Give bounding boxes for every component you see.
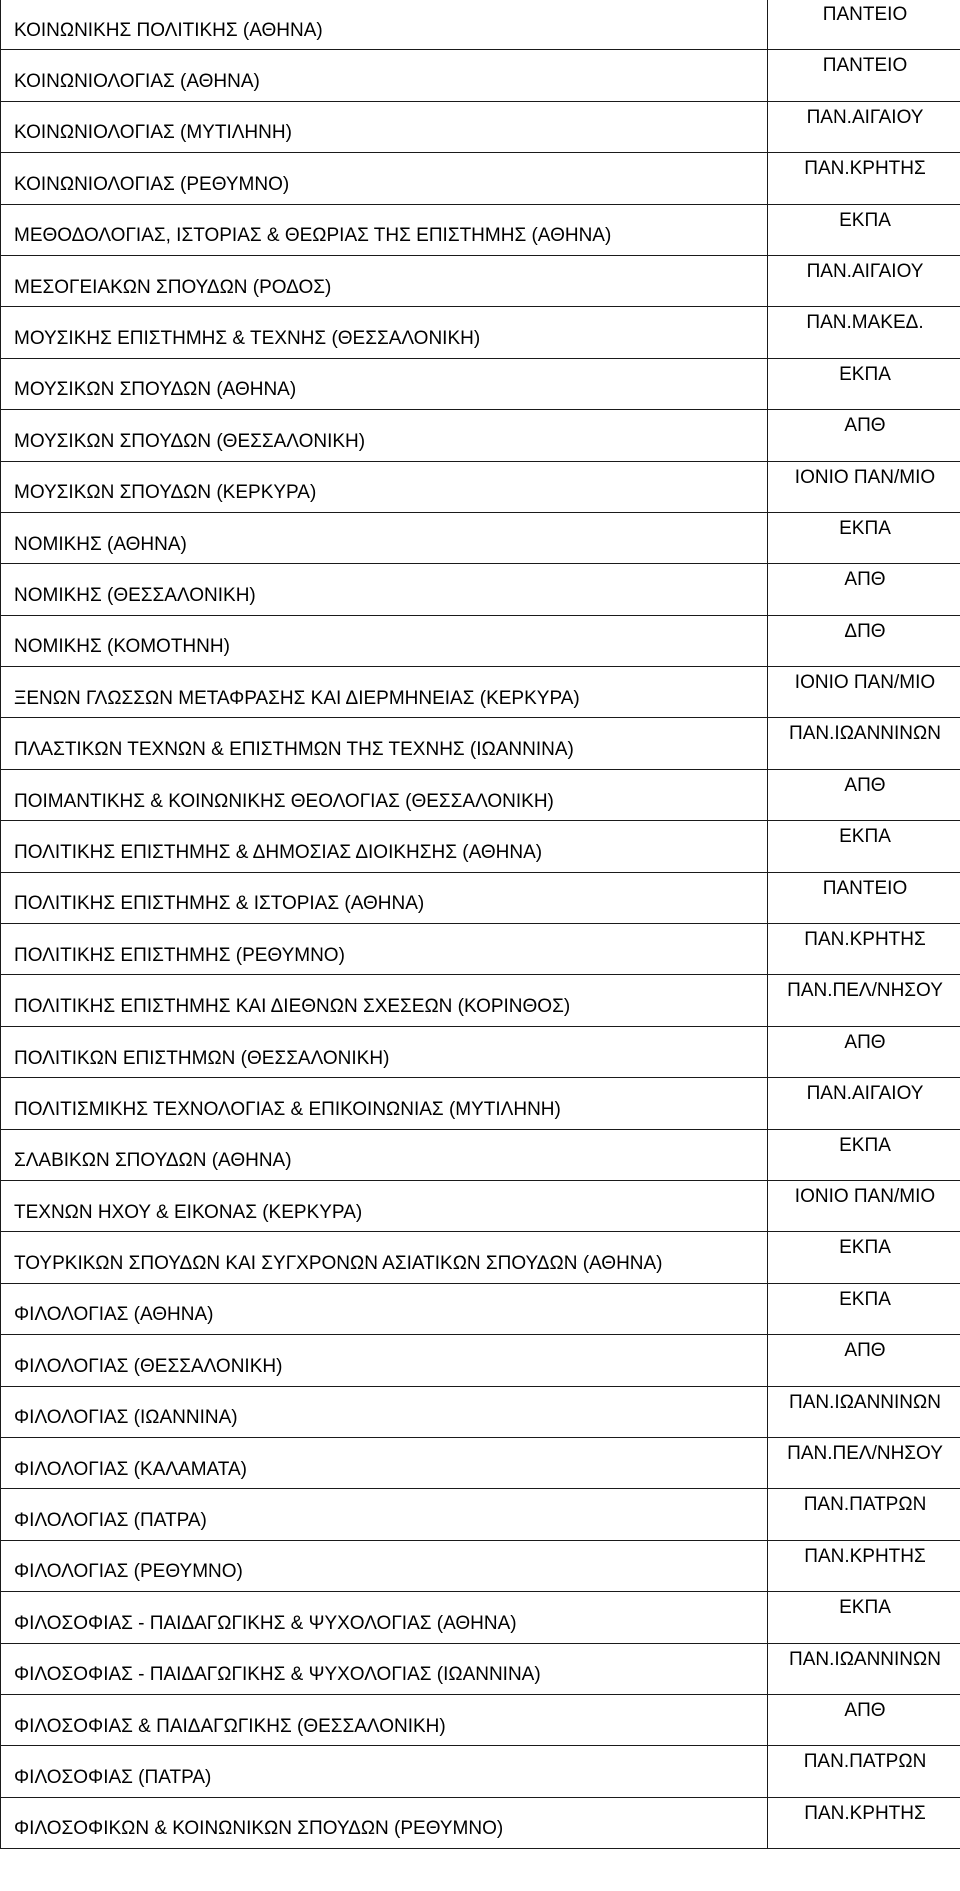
department-cell: ΠΟΛΙΤΙΚΗΣ ΕΠΙΣΤΗΜΗΣ (ΡΕΘΥΜΝΟ) [1, 924, 768, 975]
university-cell: ΑΠΘ [768, 1694, 960, 1745]
table-row [1, 1386, 960, 1437]
university-cell: ΑΠΘ [768, 1026, 960, 1077]
table-row [1, 410, 960, 461]
university-cell: ΑΠΘ [768, 410, 960, 461]
university-cell: ΑΠΘ [768, 769, 960, 820]
department-cell: ΝΟΜΙΚΗΣ (ΑΘΗΝΑ) [1, 512, 768, 563]
department-cell: ΦΙΛΟΣΟΦΙΑΣ (ΠΑΤΡΑ) [1, 1746, 768, 1797]
table-row [1, 924, 960, 975]
university-cell: ΠΑΝ.ΚΡΗΤΗΣ [768, 153, 960, 204]
table-row [1, 1694, 960, 1745]
university-cell: ΠΑΝ.ΑΙΓΑΙΟΥ [768, 1078, 960, 1129]
table-row [1, 1746, 960, 1797]
department-cell: ΜΟΥΣΙΚΩΝ ΣΠΟΥΔΩΝ (ΑΘΗΝΑ) [1, 358, 768, 409]
university-cell: ΠΑΝ.ΠΑΤΡΩΝ [768, 1489, 960, 1540]
table-row [1, 204, 960, 255]
department-cell: ΦΙΛΟΛΟΓΙΑΣ (ΡΕΘΥΜΝΟ) [1, 1540, 768, 1591]
department-cell: ΚΟΙΝΩΝΙΚΗΣ ΠΟΛΙΤΙΚΗΣ (ΑΘΗΝΑ) [1, 0, 768, 50]
department-cell: ΜΕΣΟΓΕΙΑΚΩΝ ΣΠΟΥΔΩΝ (ΡΟΔΟΣ) [1, 255, 768, 306]
university-cell: ΠΑΝΤΕΙΟ [768, 872, 960, 923]
table-row [1, 101, 960, 152]
table-row [1, 1489, 960, 1540]
university-cell: ΠΑΝ.ΙΩΑΝΝΙΝΩΝ [768, 1386, 960, 1437]
university-cell: ΠΑΝ.ΙΩΑΝΝΙΝΩΝ [768, 1643, 960, 1694]
department-cell: ΦΙΛΟΣΟΦΙΑΣ - ΠΑΙΔΑΓΩΓΙΚΗΣ & ΨΥΧΟΛΟΓΙΑΣ (ΙΩΑΝΝΙΝΑ) [1, 1643, 768, 1694]
university-cell: ΠΑΝΤΕΙΟ [768, 0, 960, 50]
table-row [1, 718, 960, 769]
departments-table-body [1, 0, 960, 1849]
department-cell: ΦΙΛΟΣΟΦΙΑΣ - ΠΑΙΔΑΓΩΓΙΚΗΣ & ΨΥΧΟΛΟΓΙΑΣ (ΑΘΗΝΑ) [1, 1592, 768, 1643]
university-cell: ΕΚΠΑ [768, 512, 960, 563]
department-cell: ΞΕΝΩΝ ΓΛΩΣΣΩΝ ΜΕΤΑΦΡΑΣΗΣ ΚΑΙ ΔΙΕΡΜΗΝΕΙΑΣ (ΚΕΡΚΥΡΑ) [1, 667, 768, 718]
table-row [1, 1026, 960, 1077]
department-cell: ΜΟΥΣΙΚΗΣ ΕΠΙΣΤΗΜΗΣ & ΤΕΧΝΗΣ (ΘΕΣΣΑΛΟΝΙΚΗ) [1, 307, 768, 358]
university-cell: ΕΚΠΑ [768, 1592, 960, 1643]
university-cell: ΕΚΠΑ [768, 204, 960, 255]
table-row [1, 1540, 960, 1591]
table-row [1, 0, 960, 50]
department-cell: ΦΙΛΟΛΟΓΙΑΣ (ΘΕΣΣΑΛΟΝΙΚΗ) [1, 1335, 768, 1386]
university-cell: ΠΑΝ.ΠΑΤΡΩΝ [768, 1746, 960, 1797]
department-cell: ΜΟΥΣΙΚΩΝ ΣΠΟΥΔΩΝ (ΚΕΡΚΥΡΑ) [1, 461, 768, 512]
department-cell: ΦΙΛΟΛΟΓΙΑΣ (ΑΘΗΝΑ) [1, 1283, 768, 1334]
university-cell: ΑΠΘ [768, 564, 960, 615]
table-row [1, 1283, 960, 1334]
department-cell: ΦΙΛΟΛΟΓΙΑΣ (ΙΩΑΝΝΙΝΑ) [1, 1386, 768, 1437]
department-cell: ΝΟΜΙΚΗΣ (ΘΕΣΣΑΛΟΝΙΚΗ) [1, 564, 768, 615]
table-row [1, 255, 960, 306]
department-cell: ΦΙΛΟΛΟΓΙΑΣ (ΚΑΛΑΜΑΤΑ) [1, 1437, 768, 1488]
department-cell: ΜΕΘΟΔΟΛΟΓΙΑΣ, ΙΣΤΟΡΙΑΣ & ΘΕΩΡΙΑΣ ΤΗΣ ΕΠΙΣΤΗΜΗΣ (ΑΘΗΝΑ) [1, 204, 768, 255]
table-row [1, 615, 960, 666]
department-cell: ΠΟΛΙΤΙΣΜΙΚΗΣ ΤΕΧΝΟΛΟΓΙΑΣ & ΕΠΙΚΟΙΝΩΝΙΑΣ (ΜΥΤΙΛΗΝΗ) [1, 1078, 768, 1129]
department-cell: ΣΛΑΒΙΚΩΝ ΣΠΟΥΔΩΝ (ΑΘΗΝΑ) [1, 1129, 768, 1180]
table-row [1, 153, 960, 204]
university-cell: ΠΑΝ.ΙΩΑΝΝΙΝΩΝ [768, 718, 960, 769]
department-cell: ΚΟΙΝΩΝΙΟΛΟΓΙΑΣ (ΡΕΘΥΜΝΟ) [1, 153, 768, 204]
table-row [1, 821, 960, 872]
university-cell: ΑΠΘ [768, 1335, 960, 1386]
university-cell: ΙΟΝΙΟ ΠΑΝ/ΜΙΟ [768, 667, 960, 718]
table-row [1, 1129, 960, 1180]
university-cell: ΠΑΝΤΕΙΟ [768, 50, 960, 101]
university-cell: ΕΚΠΑ [768, 1283, 960, 1334]
table-row [1, 1180, 960, 1231]
table-row [1, 512, 960, 563]
table-row [1, 1643, 960, 1694]
department-cell: ΚΟΙΝΩΝΙΟΛΟΓΙΑΣ (ΜΥΤΙΛΗΝΗ) [1, 101, 768, 152]
department-cell: ΦΙΛΟΣΟΦΙΚΩΝ & ΚΟΙΝΩΝΙΚΩΝ ΣΠΟΥΔΩΝ (ΡΕΘΥΜΝΟ) [1, 1797, 768, 1848]
university-cell: ΠΑΝ.ΜΑΚΕΔ. [768, 307, 960, 358]
university-cell: ΠΑΝ.ΠΕΛ/ΝΗΣΟΥ [768, 975, 960, 1026]
university-cell: ΕΚΠΑ [768, 358, 960, 409]
table-row [1, 1592, 960, 1643]
university-cell: ΕΚΠΑ [768, 1232, 960, 1283]
university-cell: ΔΠΘ [768, 615, 960, 666]
table-row [1, 1797, 960, 1848]
university-cell: ΠΑΝ.ΑΙΓΑΙΟΥ [768, 255, 960, 306]
table-row [1, 50, 960, 101]
department-cell: ΠΟΙΜΑΝΤΙΚΗΣ & ΚΟΙΝΩΝΙΚΗΣ ΘΕΟΛΟΓΙΑΣ (ΘΕΣΣΑΛΟΝΙΚΗ) [1, 769, 768, 820]
table-row [1, 461, 960, 512]
department-cell: ΦΙΛΟΛΟΓΙΑΣ (ΠΑΤΡΑ) [1, 1489, 768, 1540]
department-cell: ΠΟΛΙΤΙΚΗΣ ΕΠΙΣΤΗΜΗΣ ΚΑΙ ΔΙΕΘΝΩΝ ΣΧΕΣΕΩΝ (ΚΟΡΙΝΘΟΣ) [1, 975, 768, 1026]
department-cell: ΚΟΙΝΩΝΙΟΛΟΓΙΑΣ (ΑΘΗΝΑ) [1, 50, 768, 101]
university-cell: ΙΟΝΙΟ ΠΑΝ/ΜΙΟ [768, 1180, 960, 1231]
table-row [1, 1078, 960, 1129]
table-row [1, 769, 960, 820]
table-row [1, 564, 960, 615]
table-row [1, 975, 960, 1026]
department-cell: ΜΟΥΣΙΚΩΝ ΣΠΟΥΔΩΝ (ΘΕΣΣΑΛΟΝΙΚΗ) [1, 410, 768, 461]
department-cell: ΤΕΧΝΩΝ ΗΧΟΥ & ΕΙΚΟΝΑΣ (ΚΕΡΚΥΡΑ) [1, 1180, 768, 1231]
department-cell: ΠΟΛΙΤΙΚΩΝ ΕΠΙΣΤΗΜΩΝ (ΘΕΣΣΑΛΟΝΙΚΗ) [1, 1026, 768, 1077]
university-cell: ΠΑΝ.ΑΙΓΑΙΟΥ [768, 101, 960, 152]
department-cell: ΤΟΥΡΚΙΚΩΝ ΣΠΟΥΔΩΝ ΚΑΙ ΣΥΓΧΡΟΝΩΝ ΑΣΙΑΤΙΚΩΝ ΣΠΟΥΔΩΝ (ΑΘΗΝΑ) [1, 1232, 768, 1283]
table-row [1, 307, 960, 358]
department-cell: ΠΟΛΙΤΙΚΗΣ ΕΠΙΣΤΗΜΗΣ & ΙΣΤΟΡΙΑΣ (ΑΘΗΝΑ) [1, 872, 768, 923]
department-cell: ΠΟΛΙΤΙΚΗΣ ΕΠΙΣΤΗΜΗΣ & ΔΗΜΟΣΙΑΣ ΔΙΟΙΚΗΣΗΣ (ΑΘΗΝΑ) [1, 821, 768, 872]
table-row [1, 1232, 960, 1283]
department-cell: ΝΟΜΙΚΗΣ (ΚΟΜΟΤΗΝΗ) [1, 615, 768, 666]
table-row [1, 358, 960, 409]
department-cell: ΠΛΑΣΤΙΚΩΝ ΤΕΧΝΩΝ & ΕΠΙΣΤΗΜΩΝ ΤΗΣ ΤΕΧΝΗΣ (ΙΩΑΝΝΙΝΑ) [1, 718, 768, 769]
table-row [1, 1437, 960, 1488]
university-cell: ΕΚΠΑ [768, 1129, 960, 1180]
department-cell: ΦΙΛΟΣΟΦΙΑΣ & ΠΑΙΔΑΓΩΓΙΚΗΣ (ΘΕΣΣΑΛΟΝΙΚΗ) [1, 1694, 768, 1745]
table-row [1, 667, 960, 718]
university-cell: ΠΑΝ.ΚΡΗΤΗΣ [768, 1797, 960, 1848]
university-cell: ΙΟΝΙΟ ΠΑΝ/ΜΙΟ [768, 461, 960, 512]
university-cell: ΠΑΝ.ΠΕΛ/ΝΗΣΟΥ [768, 1437, 960, 1488]
university-cell: ΠΑΝ.ΚΡΗΤΗΣ [768, 924, 960, 975]
table-row [1, 1335, 960, 1386]
table-row [1, 872, 960, 923]
university-cell: ΠΑΝ.ΚΡΗΤΗΣ [768, 1540, 960, 1591]
university-cell: ΕΚΠΑ [768, 821, 960, 872]
